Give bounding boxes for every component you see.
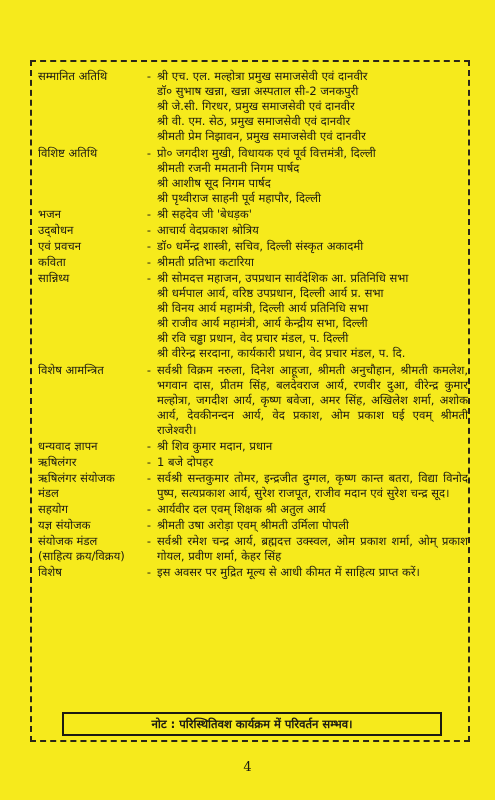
row-dash: - bbox=[146, 146, 152, 160]
program-row bbox=[38, 439, 468, 454]
row-value bbox=[157, 502, 468, 517]
value-line: 1 बजे दोपहर bbox=[157, 455, 214, 469]
row-dash: - bbox=[146, 518, 152, 532]
row-label: विशिष्ट अतिथि bbox=[38, 146, 98, 160]
program-row bbox=[38, 565, 468, 580]
row-value bbox=[157, 271, 468, 361]
program-row bbox=[38, 255, 468, 270]
value-line: श्री रवि चड्ढा प्रधान, वेद प्रचार मंडल, प. दिल्ली bbox=[157, 331, 349, 345]
row-label: उद्‍बोधन bbox=[38, 223, 74, 237]
value-line: श्री सहदेव जी 'बेधड़क' bbox=[157, 207, 252, 221]
program-row bbox=[38, 455, 468, 470]
row-label: कविता bbox=[38, 255, 66, 269]
value-line: श्री धर्मपाल आर्य, वरिष्ठ उपप्रधान, दिल्ली आर्य प्र. सभा bbox=[157, 286, 384, 300]
row-dash: - bbox=[146, 271, 152, 285]
row-dash: - bbox=[146, 223, 152, 237]
row-dash: - bbox=[146, 69, 152, 83]
value-line: आर्यवीर दल एवम् शिक्षक श्री अतुल आर्य bbox=[157, 502, 326, 516]
program-row bbox=[38, 471, 468, 501]
program-row bbox=[38, 518, 468, 533]
row-label: धन्यवाद ज्ञापन bbox=[38, 439, 98, 453]
note-box: नोट : परिस्थितिवश कार्यक्रम में परिवर्तन सम्भव। bbox=[62, 712, 442, 736]
row-value bbox=[157, 255, 468, 270]
value-line: इस अवसर पर मुद्रित मूल्य से आधी कीमत में साहित्य प्राप्त करें। bbox=[157, 565, 420, 579]
row-value bbox=[157, 565, 468, 580]
value-line: सर्वश्री रमेश चन्द्र आर्य, ब्रह्मदत्त उक्स्वल, ओम प्रकाश शर्मा, ओम् प्रकाश गोयल, प्रवीण शर्मा, केहर सिंह bbox=[157, 534, 468, 563]
value-line: श्रीमती प्रेम निझावन, प्रमुख समाजसेवी एवं दानवीर bbox=[157, 129, 366, 143]
row-dash: - bbox=[146, 502, 152, 516]
program-row bbox=[38, 239, 468, 254]
row-dash: - bbox=[146, 534, 152, 548]
row-value bbox=[157, 534, 468, 564]
value-line: श्री आशीष सूद निगम पार्षद bbox=[157, 176, 271, 190]
program-row bbox=[38, 502, 468, 517]
value-line: श्री शिव कुमार मदान, प्रधान bbox=[157, 439, 273, 453]
value-line: सर्वश्री विक्रम नरुला, दिनेश आहूजा, श्रीमती अनुचौहान, श्रीमती कमलेश, भगवान दास, प्रीतम सिंह, बलदेवराज आर्य, रणवीर दुआ, वीरेन्द्र कुमार मल्होत्रा, जगदीश आर्य, कृष्ण बवेजा, अमर सिंह, अखिलेश शर्मा, अशोक आर्य, देवकीनन्दन आर्य, वेद प्रकाश, ओम प्रकाश घई एवम् श्रीमती राजेश्वरी। bbox=[157, 363, 468, 437]
row-value bbox=[157, 471, 468, 501]
value-line: श्रीमती उषा अरोड़ा एवम् श्रीमती उर्मिला पोपली bbox=[157, 518, 349, 532]
program-row bbox=[38, 207, 468, 222]
program-row bbox=[38, 363, 468, 438]
value-line: श्री राजीव आर्य महामंत्री, आर्य केन्द्रीय सभा, दिल्ली bbox=[157, 316, 368, 330]
value-line: श्री सोमदत्त महाजन, उपप्रधान सार्वदेशिक आ. प्रतिनिधि सभा bbox=[157, 271, 409, 285]
row-value bbox=[157, 146, 468, 206]
value-line: सर्वश्री सन्तकुमार तोमर, इन्द्रजीत दुग्गल, कृष्ण कान्त बतरा, विद्या विनोद पुष्प, सत्यप्रकाश आर्य, सुरेश राजपूत, राजीव मदान एवं सुरेश चन्द्र सूद। bbox=[157, 471, 468, 500]
row-value bbox=[157, 363, 468, 438]
row-label: ऋषिलंगर संयोजक मंडल bbox=[38, 471, 115, 500]
program-row bbox=[38, 271, 468, 361]
program-row bbox=[38, 223, 468, 238]
row-label: यज्ञ संयोजक bbox=[38, 518, 91, 532]
row-value bbox=[157, 223, 468, 238]
value-line: प्रो० जगदीश मुखी, विधायक एवं पूर्व वित्तमंत्री, दिल्ली bbox=[157, 146, 376, 160]
row-dash: - bbox=[146, 565, 152, 579]
value-line: श्री वीरेन्द्र सरदाना, कार्यकारी प्रधान, वेद प्रचार मंडल, प. दि. bbox=[157, 346, 406, 360]
value-line: श्रीमती प्रतिभा कटारिया bbox=[157, 255, 254, 269]
row-label: सहयोग bbox=[38, 502, 69, 516]
row-value bbox=[157, 69, 468, 144]
row-value bbox=[157, 439, 468, 454]
value-line: श्री विनय आर्य महामंत्री, दिल्ली आर्य प्रतिनिधि सभा bbox=[157, 301, 369, 315]
value-line: श्री जे.सी. गिरधर, प्रमुख समाजसेवी एवं दानवीर bbox=[157, 99, 355, 113]
row-label: भजन bbox=[38, 207, 61, 221]
value-line: श्री पृथ्वीराज साहनी पूर्व महापौर, दिल्ली bbox=[157, 191, 321, 205]
value-line: श्री एच. एल. मल्होत्रा प्रमुख समाजसेवी एवं दानवीर bbox=[157, 69, 368, 83]
row-label: ऋषिलंगर bbox=[38, 455, 77, 469]
row-label: विशेष आमन्त्रित bbox=[38, 363, 104, 377]
program-row bbox=[38, 534, 468, 564]
row-value bbox=[157, 239, 468, 254]
value-line: डॉ० धर्मेन्द्र शास्त्री, सचिव, दिल्ली संस्कृत अकादमी bbox=[157, 239, 364, 253]
row-value bbox=[157, 207, 468, 222]
row-label: संयोजक मंडल (साहित्य क्रय/विक्रय) bbox=[38, 534, 125, 563]
value-line: श्री वी. एम. सेठ, प्रमुख समाजसेवी एवं दानवीर bbox=[157, 114, 351, 128]
value-line: आचार्य वेदप्रकाश श्रोत्रिय bbox=[157, 223, 259, 237]
program-list bbox=[38, 68, 468, 580]
row-value bbox=[157, 518, 468, 533]
row-dash: - bbox=[146, 239, 152, 253]
row-dash: - bbox=[146, 255, 152, 269]
page-number: 4 bbox=[243, 760, 252, 775]
row-label: सान्निध्य bbox=[38, 271, 70, 285]
row-label: विशेष bbox=[38, 565, 62, 579]
row-label: सम्मानित अतिथि bbox=[38, 69, 108, 83]
value-line: डॉ० सुभाष खन्ना, खन्ना अस्पताल सी-2 जनकपुरी bbox=[157, 84, 359, 98]
row-dash: - bbox=[146, 471, 152, 485]
row-dash: - bbox=[146, 207, 152, 221]
row-dash: - bbox=[146, 439, 152, 453]
row-value bbox=[157, 455, 468, 470]
program-row bbox=[38, 69, 468, 144]
row-dash: - bbox=[146, 363, 152, 377]
row-dash: - bbox=[146, 455, 152, 469]
value-line: श्रीमती रजनी ममतानी निगम पार्षद bbox=[157, 161, 300, 175]
program-row bbox=[38, 146, 468, 206]
row-label: एवं प्रवचन bbox=[38, 239, 82, 253]
